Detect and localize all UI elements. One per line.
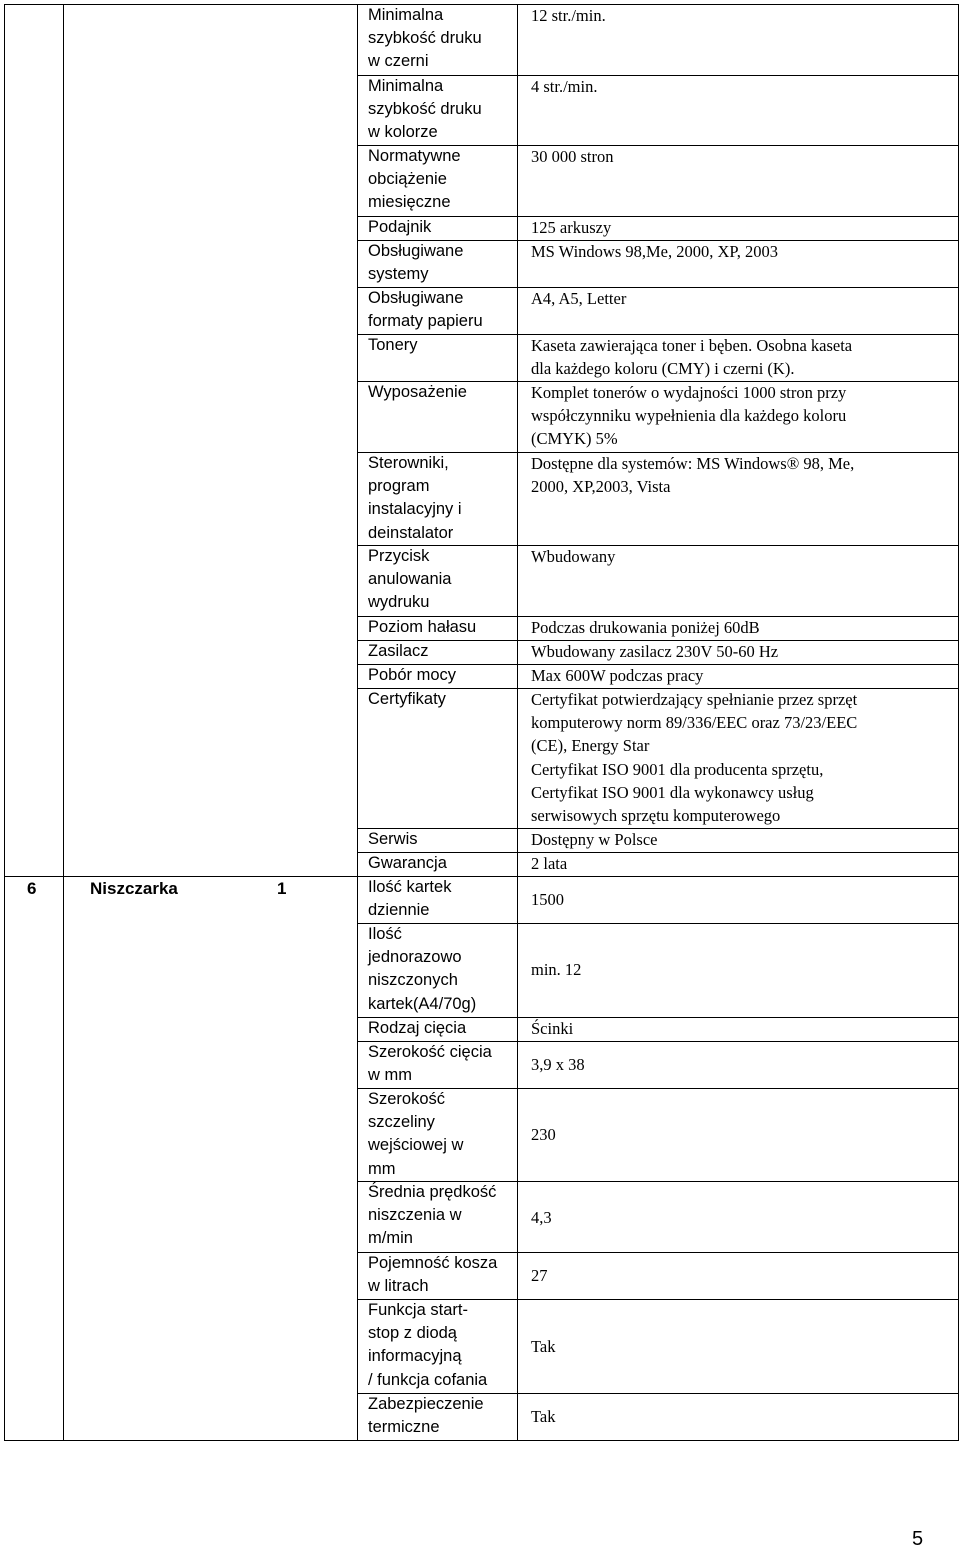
spec-value: A4, A5, Letter — [531, 289, 627, 308]
spec-label: Pojemność kosza w litrach — [368, 1254, 498, 1296]
spec-value: min. 12 — [531, 960, 582, 979]
spec-label: Funkcja start- stop z diodą informacyjną / funkcja cofania — [368, 1301, 488, 1389]
spec-value: 3,9 x 38 — [531, 1055, 585, 1074]
spec-label: Gwarancja — [368, 854, 447, 872]
item-name: Niszczarka — [90, 879, 178, 898]
spec-label: Tonery — [368, 336, 418, 354]
spec-label: Normatywne obciążenie miesięczne — [368, 147, 461, 212]
spec-label: Zasilacz — [368, 642, 429, 660]
item-number: 6 — [27, 879, 37, 898]
page-number: 5 — [912, 1528, 924, 1550]
spec-label: Przycisk anulowania wydruku — [368, 547, 452, 612]
spec-value: Komplet tonerów o wydajności 1000 stron przy współczynniku wypełnienia dla każdego koloru (CMYK) 5% — [531, 383, 847, 449]
spec-value: 4,3 — [531, 1208, 552, 1227]
spec-label: Serwis — [368, 830, 418, 848]
column-divider — [357, 5, 358, 1441]
spec-label: Ilość jednorazowo niszczonych kartek(A4/70g) — [368, 925, 477, 1013]
table-bottom-border — [5, 1440, 959, 1441]
column-divider — [517, 5, 518, 1441]
spec-value: Kaseta zawierająca toner i bęben. Osobna kaseta dla każdego koloru (CMY) i czerni (K). — [531, 336, 853, 379]
spec-value: 30 000 stron — [531, 147, 614, 166]
spec-value: Wbudowany zasilacz 230V 50-60 Hz — [531, 642, 779, 661]
spec-label: Wyposażenie — [368, 383, 467, 401]
spec-label: Ilość kartek dziennie — [368, 878, 452, 920]
spec-value: Tak — [531, 1337, 556, 1356]
spec-label: Obsługiwane formaty papieru — [368, 289, 483, 331]
spec-value: 1500 — [531, 890, 564, 909]
spec-label: Sterowniki, program instalacyjny i deinstalator — [368, 454, 462, 542]
spec-value: 27 — [531, 1266, 548, 1285]
spec-value: MS Windows 98,Me, 2000, XP, 2003 — [531, 242, 779, 261]
spec-value: 4 str./min. — [531, 77, 598, 96]
spec-label: Podajnik — [368, 218, 432, 236]
spec-value: Tak — [531, 1407, 556, 1426]
spec-label: Zabezpieczenie termiczne — [368, 1395, 484, 1437]
spec-label: Poziom hałasu — [368, 618, 477, 636]
spec-value: 125 arkuszy — [531, 218, 612, 237]
spec-value: Dostępne dla systemów: MS Windows® 98, Me, 2000, XP,2003, Vista — [531, 454, 855, 497]
spec-value: 12 str./min. — [531, 6, 606, 25]
spec-value: Ścinki — [531, 1019, 574, 1038]
spec-label: Szerokość szczeliny wejściowej w mm — [368, 1090, 464, 1178]
spec-label: Minimalna szybkość druku w kolorze — [368, 77, 482, 142]
spec-label: Rodzaj cięcia — [368, 1019, 467, 1037]
spec-label: Obsługiwane systemy — [368, 242, 464, 284]
spec-value: Wbudowany — [531, 547, 616, 566]
spec-label: Średnia prędkość niszczenia w m/min — [368, 1183, 497, 1248]
item-quantity: 1 — [277, 879, 287, 898]
spec-value: 2 lata — [531, 854, 568, 873]
spec-label: Szerokość cięcia w mm — [368, 1043, 492, 1085]
table-right-border — [958, 5, 959, 1441]
spec-label: Certyfikaty — [368, 690, 446, 708]
spec-label: Minimalna szybkość druku w czerni — [368, 6, 482, 71]
column-divider — [63, 5, 64, 1441]
spec-value: Podczas drukowania poniżej 60dB — [531, 618, 760, 637]
spec-label: Pobór mocy — [368, 666, 457, 684]
spec-value: 230 — [531, 1125, 556, 1144]
spec-value: Max 600W podczas pracy — [531, 666, 704, 685]
spec-value: Certyfikat potwierdzający spełnianie przez sprzęt komputerowy norm 89/336/EEC oraz 73/23/EEC (CE), Energy Star Certyfikat ISO 9001 dla producenta sprzętu, Certyfikat ISO 9001 dla wykonawcy usług serwisowych sprzętu komputerowego — [531, 690, 858, 826]
spec-value: Dostępny w Polsce — [531, 830, 658, 849]
